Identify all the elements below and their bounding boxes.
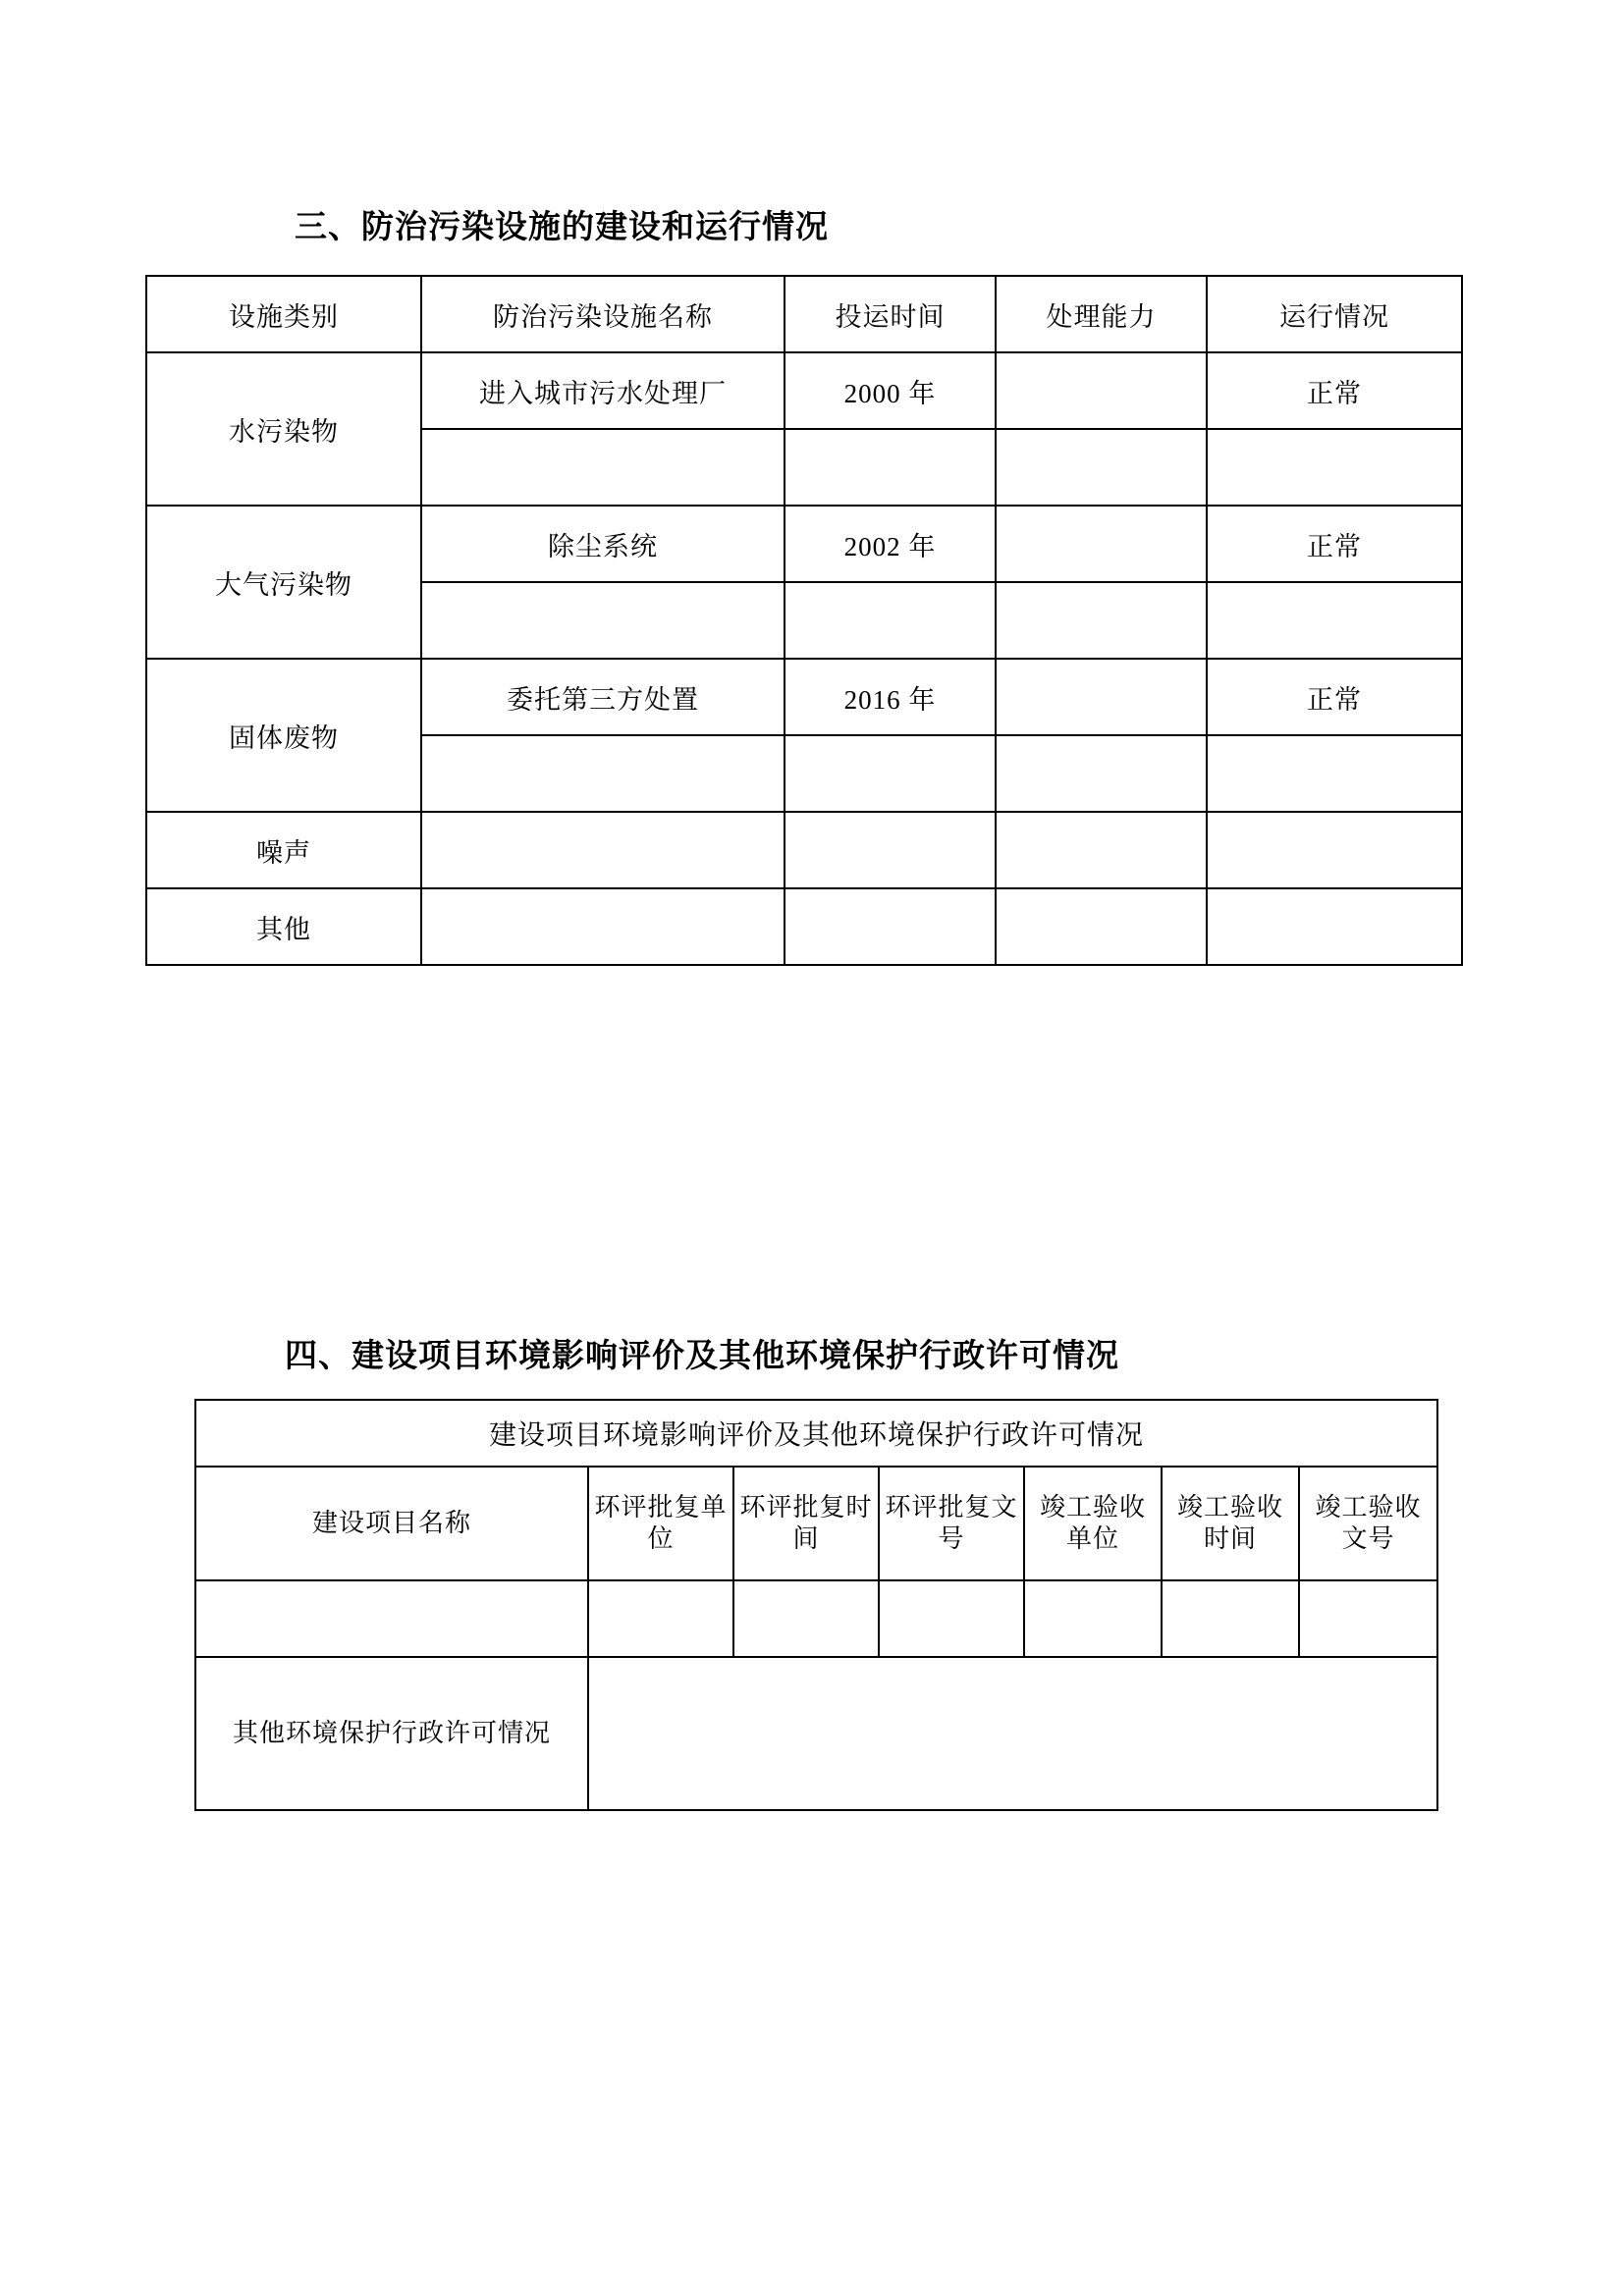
- cell-capacity: [996, 352, 1207, 429]
- cell-acceptance-unit: [1024, 1580, 1162, 1657]
- cell-other-permits-value: [588, 1657, 1437, 1810]
- cell-capacity: [996, 429, 1207, 506]
- cell-facility-name: [421, 812, 785, 888]
- table-header-row: [195, 1467, 1437, 1580]
- cell-facility-name: [421, 582, 785, 659]
- table-row: [146, 812, 1462, 888]
- header-acceptance-unit: 竣工验收单位: [1024, 1467, 1162, 1580]
- cell-capacity: [996, 735, 1207, 812]
- cell-project-name: [195, 1580, 588, 1657]
- header-approval-doc: 环评批复文号: [879, 1467, 1024, 1580]
- cell-operation-status: 正常: [1207, 506, 1462, 582]
- cell-commission-time: 2000 年: [785, 352, 996, 429]
- table-banner-row: [195, 1400, 1437, 1467]
- header-acceptance-time: 竣工验收时间: [1162, 1467, 1299, 1580]
- cell-capacity: [996, 659, 1207, 735]
- header-commission-time: 投运时间: [785, 276, 996, 352]
- cell-operation-status: 正常: [1207, 352, 1462, 429]
- cell-facility-type-other: 其他: [146, 888, 421, 965]
- cell-capacity: [996, 888, 1207, 965]
- header-facility-name: 防治污染设施名称: [421, 276, 785, 352]
- cell-operation-status: [1207, 888, 1462, 965]
- cell-facility-name: 进入城市污水处理厂: [421, 352, 785, 429]
- cell-facility-type-water: 水污染物: [146, 352, 421, 506]
- cell-approval-doc: [879, 1580, 1024, 1657]
- cell-operation-status: [1207, 429, 1462, 506]
- cell-facility-type-noise: 噪声: [146, 812, 421, 888]
- table-row: [146, 888, 1462, 965]
- cell-capacity: [996, 582, 1207, 659]
- cell-commission-time: 2002 年: [785, 506, 996, 582]
- cell-facility-name: [421, 429, 785, 506]
- cell-commission-time: [785, 429, 996, 506]
- header-approval-unit: 环评批复单位: [588, 1467, 733, 1580]
- cell-acceptance-doc: [1299, 1580, 1437, 1657]
- cell-commission-time: [785, 812, 996, 888]
- label-other-permits: 其他环境保护行政许可情况: [195, 1657, 588, 1810]
- cell-facility-type-air: 大气污染物: [146, 506, 421, 659]
- section-three-heading: 三、防治污染设施的建设和运行情况: [295, 207, 829, 245]
- table-row: [146, 352, 1462, 429]
- section-four-heading: 四、建设项目环境影响评价及其他环境保护行政许可情况: [285, 1336, 1119, 1374]
- cell-commission-time: [785, 888, 996, 965]
- cell-commission-time: [785, 582, 996, 659]
- cell-facility-name: [421, 888, 785, 965]
- cell-operation-status: [1207, 812, 1462, 888]
- cell-acceptance-time: [1162, 1580, 1299, 1657]
- cell-approval-time: [733, 1580, 879, 1657]
- header-capacity: 处理能力: [996, 276, 1207, 352]
- table-header-row: [146, 276, 1462, 352]
- cell-commission-time: [785, 735, 996, 812]
- table-row: [146, 506, 1462, 582]
- cell-facility-type-solid: 固体废物: [146, 659, 421, 812]
- eia-table-banner: 建设项目环境影响评价及其他环境保护行政许可情况: [195, 1400, 1437, 1467]
- cell-approval-unit: [588, 1580, 733, 1657]
- cell-commission-time: 2016 年: [785, 659, 996, 735]
- cell-operation-status: 正常: [1207, 659, 1462, 735]
- header-operation-status: 运行情况: [1207, 276, 1462, 352]
- header-facility-type: 设施类别: [146, 276, 421, 352]
- cell-facility-name: [421, 735, 785, 812]
- cell-capacity: [996, 812, 1207, 888]
- header-project-name: 建设项目名称: [195, 1467, 588, 1580]
- cell-operation-status: [1207, 582, 1462, 659]
- cell-facility-name: 除尘系统: [421, 506, 785, 582]
- header-approval-time: 环评批复时间: [733, 1467, 879, 1580]
- header-acceptance-doc: 竣工验收文号: [1299, 1467, 1437, 1580]
- cell-facility-name: 委托第三方处置: [421, 659, 785, 735]
- pollution-facilities-table: [145, 275, 1463, 966]
- cell-capacity: [996, 506, 1207, 582]
- table-row: [195, 1580, 1437, 1657]
- table-row: [146, 659, 1462, 735]
- eia-permit-table: [194, 1399, 1438, 1811]
- cell-operation-status: [1207, 735, 1462, 812]
- table-row: [195, 1657, 1437, 1810]
